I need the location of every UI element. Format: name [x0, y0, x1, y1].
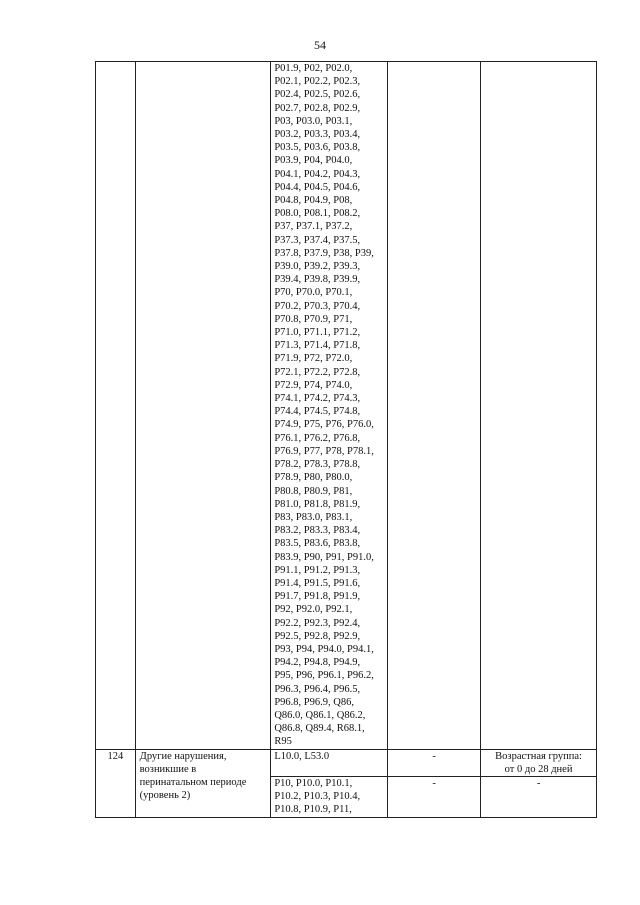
code-line: P71.9, P72, P72.0,	[274, 353, 353, 365]
code-line: P37.8, P37.9, P38, P39,	[274, 247, 374, 259]
code-line: P95, P96, P96.1, P96.2,	[274, 670, 374, 682]
note-cell	[481, 749, 597, 776]
code-line: P70.2, P70.3, P70.4,	[274, 300, 361, 312]
code-line: P74.9, P75, P76, P76.0,	[274, 419, 374, 431]
code-line: P78.9, P80, P80.0,	[274, 472, 353, 484]
code-line: P92.2, P92.3, P92.4,	[274, 617, 361, 629]
code-line: P74.4, P74.5, P74.8,	[274, 406, 361, 418]
code-line: P10, P10.0, P10.1,	[274, 777, 353, 789]
code-line: P01.9, P02, P02.0,	[274, 63, 353, 74]
code-line: P91.4, P91.5, P91.6,	[274, 577, 361, 589]
code-line: P92.5, P92.8, P92.9,	[274, 630, 361, 642]
code-line: P72.1, P72.2, P72.8,	[274, 366, 361, 378]
code-line: P04.4, P04.5, P04.6,	[274, 181, 361, 193]
code-line: P37, P37.1, P37.2,	[274, 221, 353, 233]
codes-cell	[271, 62, 388, 750]
row-number-cell: 124	[96, 749, 136, 817]
row-number-cell	[96, 62, 136, 750]
group-name-line: Другие нарушения,	[139, 750, 227, 762]
group-name-cell	[135, 62, 271, 750]
note-cell: -	[481, 776, 597, 817]
code-line: P04.8, P04.9, P08,	[274, 195, 353, 207]
code-line: P93, P94, P94.0, P94.1,	[274, 643, 374, 655]
code-line: P72.9, P74, P74.0,	[274, 379, 353, 391]
code-line: P02.7, P02.8, P02.9,	[274, 102, 361, 114]
codes-cell	[271, 776, 388, 817]
group-name-cell	[135, 749, 271, 817]
code-line: P03, P03.0, P03.1,	[274, 115, 353, 127]
code-line: P96.8, P96.9, Q86,	[274, 696, 354, 708]
code-line: Q86.0, Q86.1, Q86.2,	[274, 709, 366, 721]
code-line: P70.8, P70.9, P71,	[274, 313, 353, 325]
extra-cell: -	[388, 776, 481, 817]
code-line: P10.2, P10.3, P10.4,	[274, 791, 361, 803]
code-line: P02.4, P02.5, P02.6,	[274, 89, 361, 101]
code-line: P39.4, P39.8, P39.9,	[274, 274, 361, 286]
code-line: P91.7, P91.8, P91.9,	[274, 591, 361, 603]
code-line: P37.3, P37.4, P37.5,	[274, 234, 361, 246]
note-cell	[481, 62, 597, 750]
note-line: от 0 до 28 дней	[504, 763, 573, 775]
note-line: Возрастная группа:	[495, 750, 582, 762]
code-line: P96.3, P96.4, P96.5,	[274, 683, 361, 695]
diagnosis-table	[95, 61, 597, 818]
codes-cell	[271, 749, 388, 776]
code-line: P92, P92.0, P92.1,	[274, 604, 353, 616]
code-line: P08.0, P08.1, P08.2,	[274, 208, 361, 220]
code-line: P71.3, P71.4, P71.8,	[274, 340, 361, 352]
code-line: P83.9, P90, P91, P91.0,	[274, 551, 374, 563]
code-line: P10.8, P10.9, P11,	[274, 804, 352, 816]
code-line: P91.1, P91.2, P91.3,	[274, 564, 361, 576]
code-line: P94.2, P94.8, P94.9,	[274, 657, 361, 669]
code-line: P74.1, P74.2, P74.3,	[274, 393, 361, 405]
extra-cell	[388, 62, 481, 750]
table-row-continuation	[96, 62, 597, 750]
group-name-line: перинатальном периоде	[139, 776, 247, 788]
code-line: P71.0, P71.1, P71.2,	[274, 327, 361, 339]
table-row-124-a	[96, 749, 597, 776]
code-line: R95	[274, 736, 292, 748]
code-line: P78.2, P78.3, P78.8,	[274, 459, 361, 471]
group-name-line: (уровень 2)	[139, 790, 191, 802]
page-number: 54	[314, 38, 326, 52]
code-line: P81.0, P81.8, P81.9,	[274, 498, 361, 510]
group-name-line: возникшие в	[139, 763, 197, 775]
code-line: P03.5, P03.6, P03.8,	[274, 142, 361, 154]
code-line: P83.2, P83.3, P83.4,	[274, 525, 361, 537]
code-line: P83, P83.0, P83.1,	[274, 511, 353, 523]
extra-cell: -	[388, 749, 481, 776]
code-line: P03.9, P04, P04.0,	[274, 155, 353, 167]
code-line: P39.0, P39.2, P39.3,	[274, 261, 361, 273]
code-line: P03.2, P03.3, P03.4,	[274, 129, 361, 141]
code-line: P02.1, P02.2, P02.3,	[274, 76, 361, 88]
code-line: P04.1, P04.2, P04.3,	[274, 168, 361, 180]
code-line: P70, P70.0, P70.1,	[274, 287, 353, 299]
code-line: L10.0, L53.0	[274, 750, 330, 762]
code-line: P80.8, P80.9, P81,	[274, 485, 353, 497]
code-line: Q86.8, Q89.4, R68.1,	[274, 723, 365, 735]
code-line: P76.9, P77, P78, P78.1,	[274, 445, 374, 457]
code-line: P83.5, P83.6, P83.8,	[274, 538, 361, 550]
code-line: P76.1, P76.2, P76.8,	[274, 432, 361, 444]
